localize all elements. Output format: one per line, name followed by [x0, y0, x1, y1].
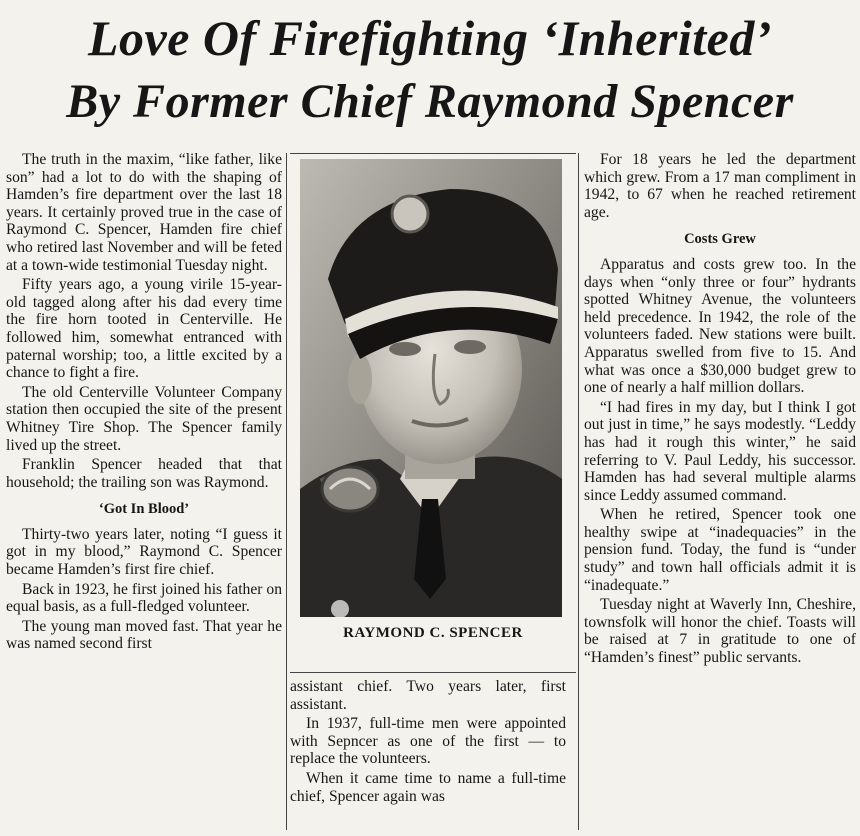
headline-line-2: By Former Chief Raymond Spencer	[66, 75, 794, 128]
photo-caption: RAYMOND C. SPENCER	[343, 625, 523, 641]
paragraph: When he retired, Spencer took one healthy swipe at “inadequacies” in the pension fund. Today, the fund is “under study” and town hall officials admit it is “inadequate.”	[584, 506, 856, 594]
headline	[0, 6, 860, 134]
paragraph: Franklin Spencer headed that that household; the trailing son was Raymond.	[6, 456, 282, 491]
paragraph: The truth in the maxim, “like father, like son” had a lot to do with the shaping of Hamden’s fire department over the last 18 years. It certainly proved true in the case of Raymond C. Spencer, Hamden fire chief who retired last November and will be feted at a town-wide testimonial Tuesday night.	[6, 151, 282, 274]
article-column-1	[6, 151, 282, 653]
subheading-got-in-blood: ‘Got In Blood’	[98, 501, 190, 518]
paragraph: In 1937, full-time men were appointed with Sepncer as one of the first — to replace the volunteers.	[290, 715, 566, 768]
paragraph: Fifty years ago, a young virile 15-year-old tagged along after his dad every time the fire horn tooted in Centerville. He followed him, somewhat entranced with paternal worship; too, a little excited by a chance to fight a fire.	[6, 276, 282, 382]
paragraph: Thirty-two years later, noting “I guess it got in my blood,” Raymond C. Spencer became Hamden’s first fire chief.	[6, 525, 282, 579]
column-rule-right	[578, 153, 579, 830]
paragraph: For 18 years he led the department which grew. From a 17 man compliment in 1942, to 67 when he reached retirement age.	[584, 151, 856, 221]
paragraph: Tuesday night at Waverly Inn, Cheshire, townsfolk will honor the chief. Toasts will be raised at 7 in gratitude to one of “Hamden’s finest” public servants.	[584, 596, 856, 667]
subheading-costs-grew: Costs Grew	[684, 231, 756, 248]
paragraph: assistant chief. Two years later, first assistant.	[290, 678, 566, 713]
paragraph: Back in 1923, he first joined his father on equal basis, as a full-fledged volunteer.	[6, 580, 282, 616]
paragraph: The old Centerville Volunteer Company station then occupied the site of the present Whitney Tire Shop. The Spencer family lived up the street.	[6, 383, 282, 454]
photo-top-rule	[290, 153, 576, 154]
portrait-photo	[300, 159, 562, 617]
paragraph: Apparatus and costs grew too. In the days when “only three or four” hydrants spotted Whitney Avenue, the volunteers held precedence. In 1942, the role of the volunteers faded. New stations were built. Apparatus swelled from five to 15. And what was once a $30,000 budget grew to one of nearly a half million dollars.	[584, 255, 856, 397]
caption-rule	[290, 672, 576, 673]
paragraph: When it came time to name a full-time chief, Spencer again was	[290, 769, 566, 805]
portrait-image	[300, 159, 562, 617]
paragraph: “I had fires in my day, but I think I got out just in time,” he says modestly. “Leddy has had it rough this winter,” he said referring to V. Paul Leddy, his successor. Hamden has had several multiple alarms since Leddy assumed command.	[584, 398, 856, 504]
column-rule-left	[286, 153, 287, 830]
article-column-2	[290, 678, 566, 805]
headline-line-1: Love Of Firefighting ‘Inherited’	[87, 10, 773, 66]
paragraph: The young man moved fast. That year he was named second first	[6, 617, 282, 653]
article-column-3	[584, 151, 856, 667]
